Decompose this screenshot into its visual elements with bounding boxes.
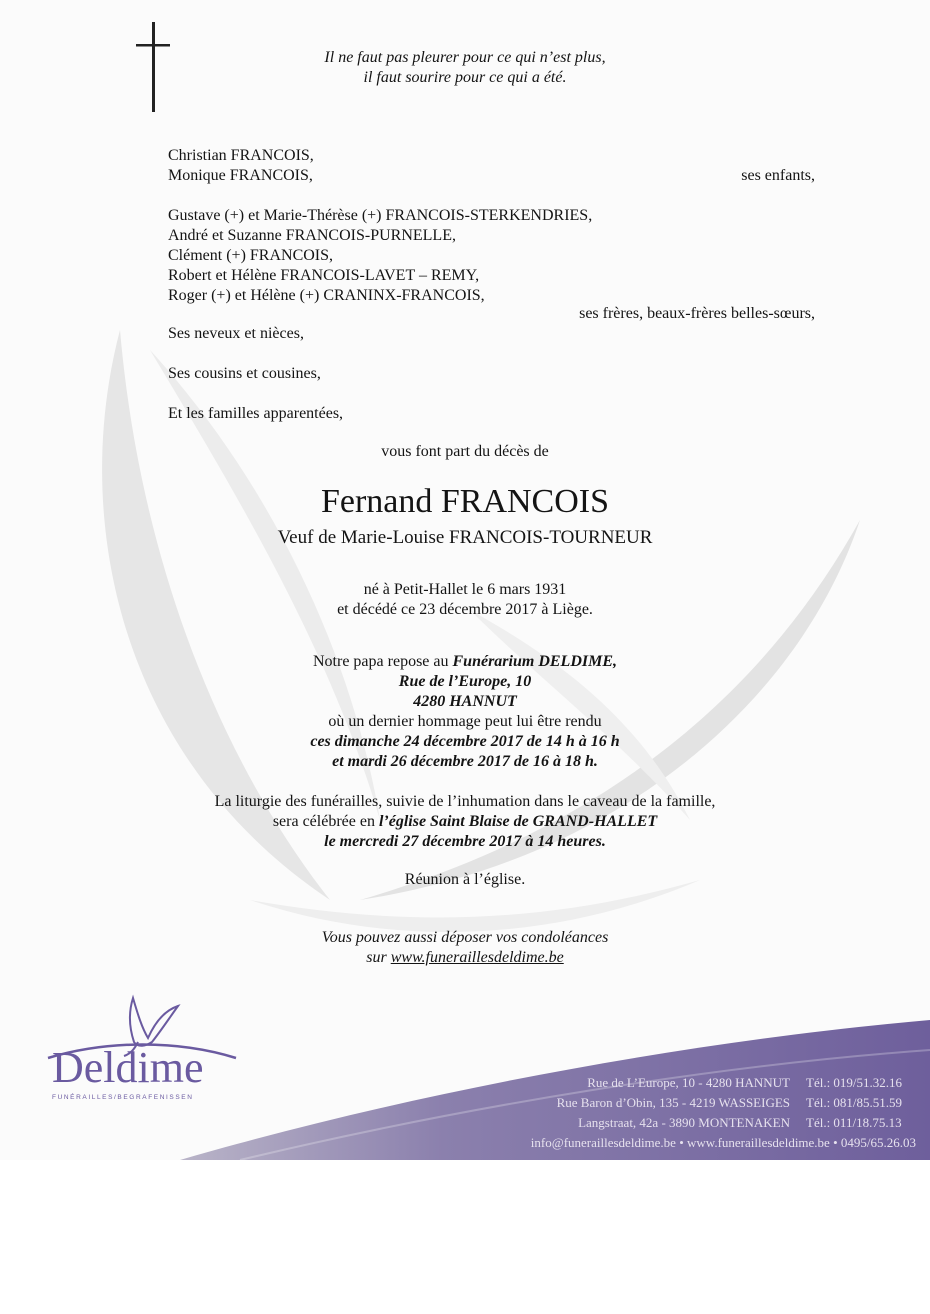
visiting-hours-1: ces dimanche 24 décembre 2017 de 14 h à 16 h [310,733,620,750]
liturgy-prefix: sera célébrée en [272,813,379,830]
footer-address-2: Rue Baron d’Obin, 135 - 4219 WASSEIGES [556,1095,790,1110]
visiting-hours-2: et mardi 26 décembre 2017 de 16 à 18 h. [332,753,598,770]
footer-phone-1: Tél.: 019/51.32.16 [806,1075,903,1090]
liturgy-date: le mercredi 27 décembre 2017 à 14 heures. [324,833,606,850]
announcement-text: vous font part du décès de [381,443,549,460]
siblings-relation: ses frères, beaux-frères belles-sœurs, [579,305,815,322]
family-line-nephews: Ses neveux et nièces, [168,325,304,342]
deceased-spouse: Veuf de Marie-Louise FRANCOIS-TOURNEUR [277,527,653,548]
footer-address-3: Langstraat, 42a - 3890 MONTENAKEN [578,1115,790,1130]
rest-intro: Notre papa repose au [313,653,453,670]
reunion-text: Réunion à l’église. [404,871,526,888]
rest-place: Funérarium DELDIME, [452,653,617,670]
quote-line-1: Il ne faut pas pleurer pour ce qui n’est plus, [324,49,606,66]
logo-tagline: FUNÉRAILLES/BEGRAFENISSEN [52,1094,194,1101]
rest-street: Rue de l’Europe, 10 [398,673,532,690]
sibling-name-3: Clément (+) FRANCOIS, [168,247,334,264]
family-line-cousins: Ses cousins et cousines, [168,365,321,382]
footer-address-1: Rue de L’Europe, 10 - 4280 HANNUT [587,1075,790,1090]
footer-contact: info@funeraillesdeldime.be • www.funeraillesdeldime.be • 0495/65.26.03 [530,1135,916,1150]
liturgy-line-1: La liturgie des funérailles, suivie de l’inhumation dans le caveau de la famille, [214,793,716,810]
death-info: et décédé ce 23 décembre 2017 à Liège. [337,601,593,618]
birth-info: né à Petit-Hallet le 6 mars 1931 [363,581,567,598]
church-name: l’église Saint Blaise de GRAND-HALLET [378,813,658,830]
homage-text: où un dernier hommage peut lui être rendu [328,713,602,730]
sibling-name-2: André et Suzanne FRANCOIS-PURNELLE, [168,227,456,244]
condolences-line-1: Vous pouvez aussi déposer vos condoléances [321,929,609,946]
deceased-name: Fernand FRANCOIS [320,483,610,520]
footer-phone-2: Tél.: 081/85.51.59 [806,1095,903,1110]
family-line-relatives: Et les familles apparentées, [168,405,344,422]
condolences-prefix: sur [366,949,391,966]
condolences-link[interactable]: www.funeraillesdeldime.be [390,949,564,966]
sibling-name-4: Robert et Hélène FRANCOIS-LAVET – REMY, [168,267,480,284]
footer-phone-3: Tél.: 011/18.75.13 [806,1115,902,1130]
quote-line-2: il faut sourire pour ce qui a été. [363,69,567,86]
condolences-line-2 [0,948,930,968]
rest-intro-line [0,652,930,672]
rest-city: 4280 HANNUT [413,693,517,710]
sibling-name-5: Roger (+) et Hélène (+) CRANINX-FRANCOIS, [168,287,485,304]
sibling-name-1: Gustave (+) et Marie-Thérèse (+) FRANCOIS-STERKENDRIES, [168,207,593,224]
child-name-1: Christian FRANCOIS, [168,147,314,164]
children-relation: ses enfants, [741,167,815,184]
logo-name: Deldime [52,1043,204,1092]
child-name-2: Monique FRANCOIS, [168,167,313,184]
liturgy-line-2 [0,812,930,832]
